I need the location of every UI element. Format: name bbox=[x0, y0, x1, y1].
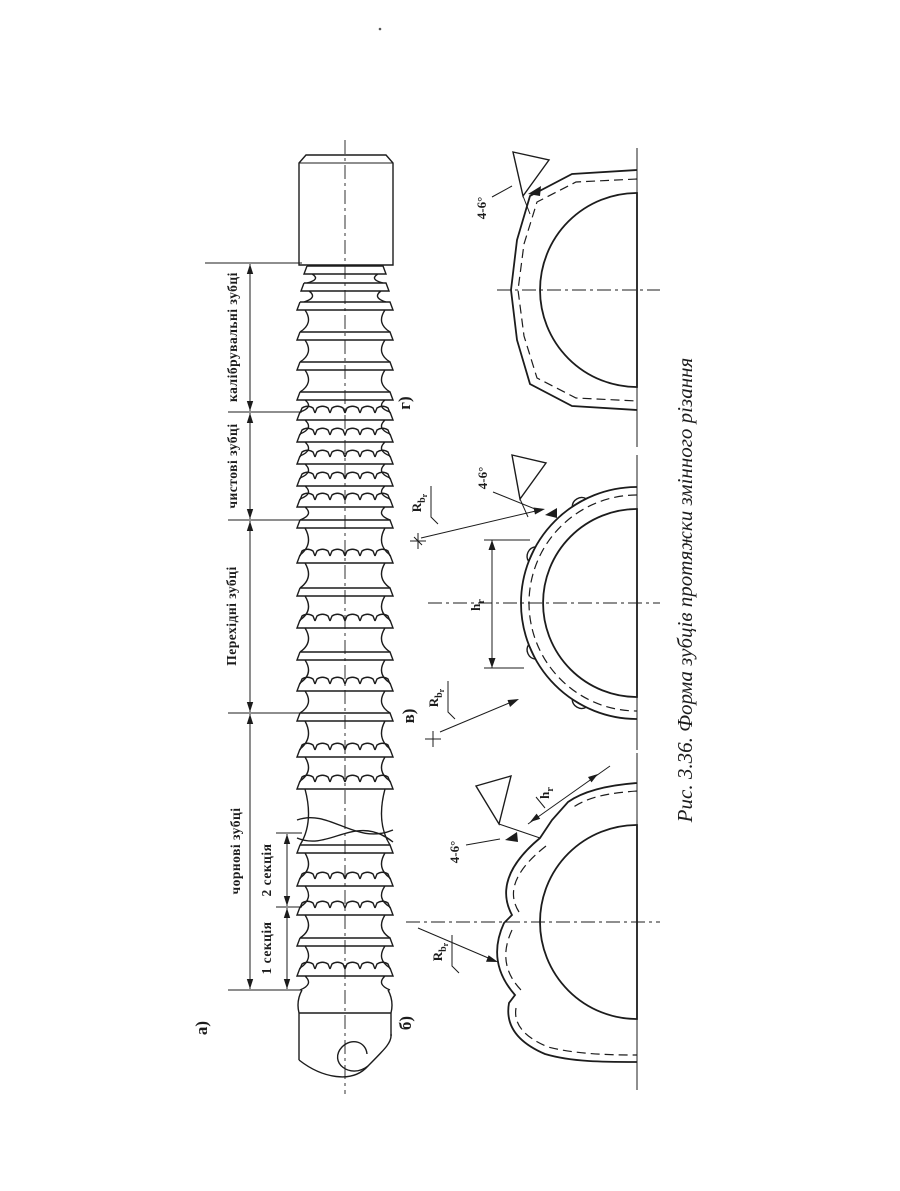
dimension-arrow bbox=[247, 401, 253, 411]
relief-angle-label: 4-6° bbox=[475, 466, 490, 490]
dimension-arrow bbox=[247, 413, 253, 423]
tooth-tip bbox=[476, 776, 511, 824]
dimension-arrow bbox=[247, 521, 253, 531]
groove-radius-label: $R_br$ bbox=[409, 493, 429, 513]
section-dimensions bbox=[205, 263, 302, 990]
label-section-1: 1 секція bbox=[259, 921, 274, 975]
label-calibrating-teeth: калібрувальні зубці bbox=[225, 272, 240, 402]
figure-caption: Рис. 3.36. Форма зубців протяжки змінного різання bbox=[673, 357, 697, 823]
relief-angle-label: 4-6° bbox=[474, 196, 489, 220]
dimension-arrow bbox=[247, 979, 253, 989]
label-roughing-teeth: чорнові зубці bbox=[228, 807, 243, 895]
tooth-profile-dashed bbox=[506, 791, 637, 1055]
dimension-arrow bbox=[247, 702, 253, 712]
dimension-arrow bbox=[284, 896, 290, 906]
cut-height-label: $h_r$ bbox=[468, 599, 487, 611]
tooth-tip bbox=[512, 455, 546, 499]
label-transitional-teeth: Перехідні зубці bbox=[224, 566, 239, 666]
dimension-arrow bbox=[284, 908, 290, 918]
cross-section-g bbox=[474, 148, 660, 447]
dimension-arrow bbox=[247, 264, 253, 274]
label-section-2: 2 секція bbox=[259, 843, 274, 897]
view-label-b: б) bbox=[396, 1015, 415, 1031]
cross-section-v bbox=[409, 455, 660, 750]
view-label-g: г) bbox=[395, 396, 414, 410]
view-label-a: а) bbox=[192, 1020, 211, 1036]
dimension-arrow bbox=[247, 714, 253, 724]
broach-head bbox=[299, 155, 393, 265]
view-label-v: в) bbox=[399, 708, 418, 724]
dimension-arrow bbox=[284, 979, 290, 989]
dimension-arrow bbox=[247, 509, 253, 519]
cut-height-label: $h_r$ bbox=[537, 787, 556, 799]
shank-break-loop bbox=[338, 1042, 368, 1071]
relief-angle-label: 4-6° bbox=[447, 840, 462, 864]
cross-section-b bbox=[406, 753, 660, 1090]
label-finishing-teeth: чистові зубці bbox=[225, 423, 240, 509]
groove-radius-label: $R_br$ bbox=[430, 942, 450, 962]
dimension-arrow bbox=[284, 834, 290, 844]
broach-side-view bbox=[297, 140, 393, 1094]
print-dot bbox=[379, 28, 382, 31]
tooth-profile bbox=[497, 783, 637, 1062]
shank-left bbox=[298, 990, 302, 1060]
groove-radius-label: $R_br$ bbox=[426, 688, 446, 708]
